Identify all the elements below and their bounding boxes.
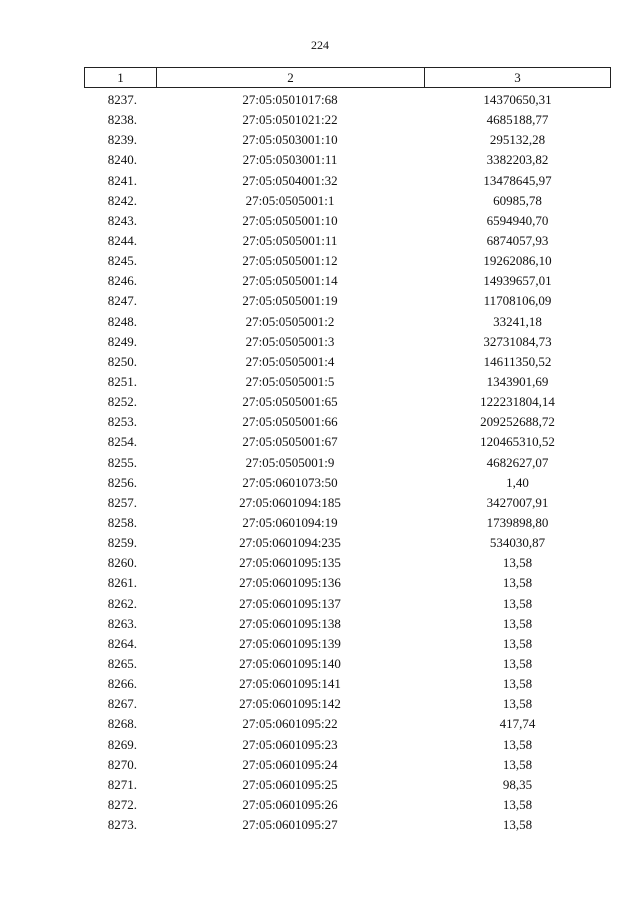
value: 417,74 (499, 716, 536, 732)
table-row (84, 412, 611, 432)
value: 122231804,14 (480, 394, 555, 410)
cadastral-number: 27:05:0601073:50 (242, 474, 338, 490)
cadastral-number: 27:05:0505001:67 (242, 434, 338, 450)
cadastral-number: 27:05:0601095:22 (242, 716, 338, 732)
cadastral-number: 27:05:0601095:139 (239, 635, 341, 651)
table-row (84, 191, 611, 211)
table-row (84, 755, 611, 775)
table-row (84, 171, 611, 191)
table-header (84, 67, 611, 88)
row-number: 8242. (107, 192, 137, 208)
row-number: 8269. (107, 736, 137, 752)
row-number: 8271. (107, 776, 137, 792)
cadastral-number: 27:05:0504001:32 (242, 172, 338, 188)
table-row (84, 694, 611, 714)
row-number: 8272. (107, 796, 137, 812)
cadastral-number: 27:05:0505001:4 (245, 353, 335, 369)
row-number: 8247. (107, 293, 137, 309)
row-number: 8262. (107, 595, 137, 611)
value: 534030,87 (489, 535, 546, 551)
table-row (84, 553, 611, 573)
cadastral-number: 27:05:0601095:23 (242, 736, 338, 752)
value: 19262086,10 (483, 253, 552, 269)
value: 1739898,80 (486, 514, 549, 530)
value: 13,58 (502, 655, 533, 671)
row-number: 8268. (107, 716, 137, 732)
cadastral-number: 27:05:0505001:11 (242, 232, 338, 248)
table-row (84, 231, 611, 251)
value: 295132,28 (489, 132, 546, 148)
cadastral-number: 27:05:0601094:185 (239, 494, 341, 510)
table-row (84, 312, 611, 332)
row-number: 8244. (107, 232, 137, 248)
cadastral-number: 27:05:0505001:3 (245, 333, 335, 349)
row-number: 8237. (107, 92, 137, 107)
cadastral-number: 27:05:0505001:66 (242, 414, 338, 430)
table-row (84, 815, 611, 835)
row-number: 8258. (107, 514, 137, 530)
cadastral-number: 27:05:0501021:22 (242, 112, 338, 128)
header-col-1: 1 (85, 68, 157, 87)
cadastral-number: 27:05:0505001:65 (242, 394, 338, 410)
cadastral-number: 27:05:0601095:138 (239, 615, 341, 631)
row-number: 8238. (107, 112, 137, 128)
cadastral-number: 27:05:0503001:11 (242, 152, 338, 168)
row-number: 8270. (107, 756, 137, 772)
row-number: 8241. (107, 172, 137, 188)
table-row (84, 533, 611, 553)
row-number: 8273. (107, 817, 137, 833)
table-row (84, 352, 611, 372)
value: 13478645,97 (483, 172, 552, 188)
value: 13,58 (502, 817, 533, 833)
value: 1,40 (506, 474, 529, 490)
cadastral-number: 27:05:0505001:14 (242, 273, 338, 289)
row-number: 8250. (107, 353, 137, 369)
cadastral-number: 27:05:0601095:141 (239, 676, 341, 692)
cadastral-number: 27:05:0505001:9 (245, 454, 335, 470)
value: 6594940,70 (486, 212, 549, 228)
table-row (84, 573, 611, 593)
table-row (84, 332, 611, 352)
row-number: 8251. (107, 373, 137, 389)
row-number: 8266. (107, 676, 137, 692)
table-row (84, 513, 611, 533)
cadastral-number: 27:05:0601094:235 (239, 535, 341, 551)
table-row (84, 372, 611, 392)
cadastral-number: 27:05:0505001:10 (242, 212, 338, 228)
value: 33241,18 (493, 313, 542, 329)
cadastral-number: 27:05:0601095:24 (242, 756, 338, 772)
value: 13,58 (502, 635, 533, 651)
data-table (84, 67, 611, 835)
row-number: 8264. (107, 635, 137, 651)
value: 13,58 (502, 575, 533, 591)
value: 4682627,07 (486, 454, 549, 470)
value: 13,58 (502, 676, 533, 692)
row-number: 8249. (107, 333, 137, 349)
row-number: 8257. (107, 494, 137, 510)
value: 209252688,72 (480, 414, 555, 430)
row-number: 8263. (107, 615, 137, 631)
cadastral-number: 27:05:0505001:5 (245, 373, 335, 389)
table-row (84, 432, 611, 452)
table-row (84, 271, 611, 291)
value: 3427007,91 (486, 494, 549, 510)
table-row (84, 392, 611, 412)
row-number: 8261. (107, 575, 137, 591)
row-number: 8252. (107, 394, 137, 410)
value: 32731084,73 (483, 333, 552, 349)
cadastral-number: 27:05:0601095:137 (239, 595, 341, 611)
cadastral-number: 27:05:0601095:136 (239, 575, 341, 591)
row-number: 8255. (107, 454, 137, 470)
table-row (84, 90, 611, 110)
cadastral-number: 27:05:0601094:19 (242, 514, 338, 530)
cadastral-number: 27:05:0503001:10 (242, 132, 338, 148)
row-number: 8248. (107, 313, 137, 329)
table-row (84, 211, 611, 231)
table-row (84, 493, 611, 513)
value: 11708106,09 (483, 293, 552, 309)
table-row (84, 130, 611, 150)
value: 13,58 (502, 796, 533, 812)
cadastral-number: 27:05:0505001:1 (245, 192, 335, 208)
table-row (84, 453, 611, 473)
value: 120465310,52 (480, 434, 555, 450)
row-number: 8256. (107, 474, 137, 490)
value: 60985,78 (493, 192, 542, 208)
cadastral-number: 27:05:0501017:68 (242, 92, 338, 107)
value: 14939657,01 (483, 273, 552, 289)
cadastral-number: 27:05:0601095:25 (242, 776, 338, 792)
value: 1343901,69 (486, 373, 549, 389)
value: 3382203,82 (486, 152, 549, 168)
table-row (84, 473, 611, 493)
row-number: 8245. (107, 253, 137, 269)
value: 98,35 (502, 776, 533, 792)
table-row (84, 251, 611, 271)
row-number: 8254. (107, 434, 137, 450)
table-row (84, 634, 611, 654)
header-col-2: 2 (157, 68, 425, 87)
cadastral-number: 27:05:0601095:26 (242, 796, 338, 812)
table-body (84, 90, 611, 835)
table-row (84, 594, 611, 614)
table-row (84, 714, 611, 734)
value: 13,58 (502, 555, 533, 571)
value: 13,58 (502, 615, 533, 631)
cadastral-number: 27:05:0601095:142 (239, 696, 341, 712)
row-number: 8260. (107, 555, 137, 571)
row-number: 8265. (107, 655, 137, 671)
cadastral-number: 27:05:0505001:12 (242, 253, 338, 269)
page-number: 224 (311, 38, 329, 52)
row-number: 8259. (107, 535, 137, 551)
table-row (84, 735, 611, 755)
header-col-3: 3 (514, 70, 521, 85)
value: 13,58 (502, 696, 533, 712)
cadastral-number: 27:05:0601095:27 (242, 817, 338, 833)
row-number: 8253. (107, 414, 137, 430)
table-row (84, 654, 611, 674)
cadastral-number: 27:05:0505001:19 (242, 293, 338, 309)
row-number: 8267. (107, 696, 137, 712)
row-number: 8246. (107, 273, 137, 289)
table-row (84, 674, 611, 694)
value: 14611350,52 (483, 353, 552, 369)
cadastral-number: 27:05:0505001:2 (245, 313, 335, 329)
table-row (84, 775, 611, 795)
table-row (84, 150, 611, 170)
value: 14370650,31 (483, 92, 552, 107)
table-row (84, 110, 611, 130)
row-number: 8239. (107, 132, 137, 148)
value: 4685188,77 (486, 112, 549, 128)
value: 13,58 (502, 756, 533, 772)
table-row (84, 614, 611, 634)
value: 13,58 (502, 595, 533, 611)
row-number: 8240. (107, 152, 137, 168)
cadastral-number: 27:05:0601095:140 (239, 655, 341, 671)
value: 6874057,93 (486, 232, 549, 248)
row-number: 8243. (107, 212, 137, 228)
value: 13,58 (502, 736, 533, 752)
table-row (84, 291, 611, 311)
cadastral-number: 27:05:0601095:135 (239, 555, 341, 571)
table-row (84, 795, 611, 815)
